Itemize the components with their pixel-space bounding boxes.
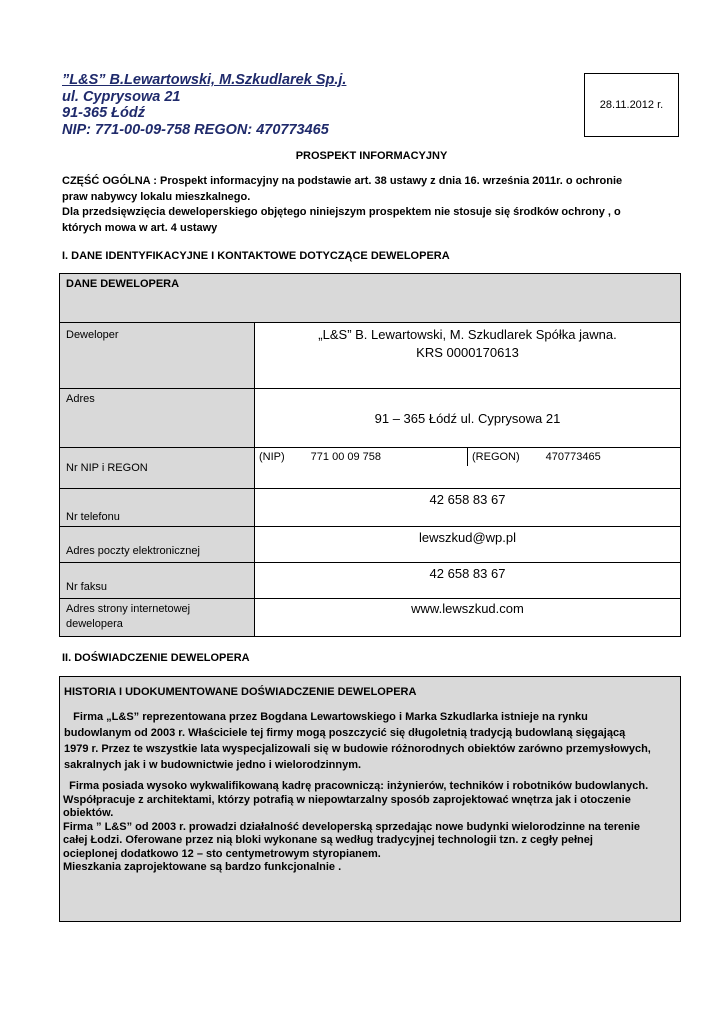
date-box xyxy=(584,73,679,137)
phone-label: Nr telefonu xyxy=(60,489,255,527)
company-header xyxy=(62,72,346,138)
company-street: ul. Cyprysowa 21 xyxy=(62,88,181,105)
history-line: sakralnych jak i w budownictwie jedno i wielorodzinnym. xyxy=(64,759,362,771)
table-row xyxy=(60,323,681,389)
developer-name: „L&S” B. Lewartowski, M. Szkudlarek Spółka jawna. xyxy=(318,327,617,342)
table-row xyxy=(60,489,681,527)
nip-label: (NIP) xyxy=(259,451,285,463)
table-row xyxy=(60,389,681,448)
intro-line: Dla przedsięwzięcia deweloperskiego objętego niniejszym prospektem nie stosuje się środków ochrony , o xyxy=(62,206,621,218)
section1-heading: I. DANE IDENTYFIKACYJNE I KONTAKTOWE DOTYCZĄCE DEWELOPERA xyxy=(62,250,450,262)
website-value: www.lewszkud.com xyxy=(255,599,681,637)
nip-regon-value xyxy=(255,448,681,489)
table-header: DANE DEWELOPERA xyxy=(60,274,681,323)
document-title: PROSPEKT INFORMACYJNY xyxy=(295,150,448,162)
table-row xyxy=(60,563,681,599)
regon-label: (REGON) xyxy=(472,451,520,463)
company-nip-regon: NIP: 771-00-09-758 REGON: 470773465 xyxy=(62,121,329,138)
email-value: lewszkud@wp.pl xyxy=(255,527,681,563)
intro-line: CZĘŚĆ OGÓLNA : Prospekt informacyjny na podstawie art. 38 ustawy z dnia 16. września 2011r. o ochronie xyxy=(62,175,623,187)
history-line: całej Łodzi. Oferowane przez nią bloki wykonane są według tradycyjnej technologii tzn. z cegły pełnej xyxy=(63,834,593,846)
table-row xyxy=(60,448,681,489)
history-line: ocieplonej dodatkowo 12 – sto centymetrowym styropianem. xyxy=(63,847,381,860)
regon-value: 470773465 xyxy=(545,451,601,463)
nip-cell xyxy=(255,448,468,466)
history-line: Firma „L&S” reprezentowana przez Bogdana Lewartowskiego i Marka Szkudlarka istnieje na rynku xyxy=(64,711,588,723)
intro-line: których mowa w art. 4 ustawy xyxy=(62,221,218,234)
address-value: 91 – 365 Łódź ul. Cyprysowa 21 xyxy=(255,389,681,448)
history-line: Firma posiada wysoko wykwalifikowaną kadrę pracowniczą: inżynierów, techników i robotników budowlanych. xyxy=(63,780,649,792)
nip-regon-label: Nr NIP i REGON xyxy=(60,448,255,489)
history-paragraph-1 xyxy=(64,709,680,773)
history-line: budowlanym od 2003 r. Właściciele tej firmy mogą poszczycić się długoletnią tradycją budowlaną sięgającą xyxy=(64,727,626,739)
email-label: Adres poczty elektronicznej xyxy=(60,527,255,563)
table-header-row xyxy=(60,274,681,323)
history-line: Współpracuje z architektami, którzy potrafią w niepowtarzalny sposób zaprojektować wnętrza jak i otoczenie xyxy=(63,793,631,806)
company-city: 91-365 Łódź xyxy=(62,105,145,121)
regon-cell xyxy=(468,448,680,466)
website-label: Adres strony internetowej dewelopera xyxy=(60,599,255,637)
intro-line: praw nabywcy lokalu mieszkalnego. xyxy=(62,190,251,203)
developer-data-table xyxy=(59,273,681,637)
developer-label: Deweloper xyxy=(60,323,255,389)
developer-value xyxy=(255,323,681,389)
history-line: Firma ” L&S” od 2003 r. prowadzi działalność developerską sprzedając nowe budynki wielorodzinne na terenie xyxy=(63,820,641,833)
history-title: HISTORIA I UDOKUMENTOWANE DOŚWIADCZENIE DEWELOPERA xyxy=(64,686,417,698)
document-date: 28.11.2012 r. xyxy=(599,99,664,111)
section2-heading: II. DOŚWIADCZENIE DEWELOPERA xyxy=(62,652,250,664)
history-line: 1979 r. Przez te wszystkie lata wyspecjalizowali się w budowie różnorodnych obiektów zarówno przemysłowych, xyxy=(64,743,651,755)
table-row xyxy=(60,527,681,563)
fax-value: 42 658 83 67 xyxy=(255,563,681,599)
nip-value: 771 00 09 758 xyxy=(310,451,382,463)
company-name: ”L&S” B.Lewartowski, M.Szkudlarek Sp.j. xyxy=(62,72,347,88)
history-paragraph-2 xyxy=(63,780,679,875)
fax-label: Nr faksu xyxy=(60,563,255,599)
table-row xyxy=(60,599,681,637)
address-label: Adres xyxy=(60,389,255,448)
phone-value: 42 658 83 67 xyxy=(255,489,681,527)
history-line: Mieszkania zaprojektowane są bardzo funkcjonalnie . xyxy=(63,861,342,873)
developer-krs: KRS 0000170613 xyxy=(416,345,519,360)
history-line: obiektów. xyxy=(63,807,114,819)
intro-text xyxy=(62,174,662,236)
